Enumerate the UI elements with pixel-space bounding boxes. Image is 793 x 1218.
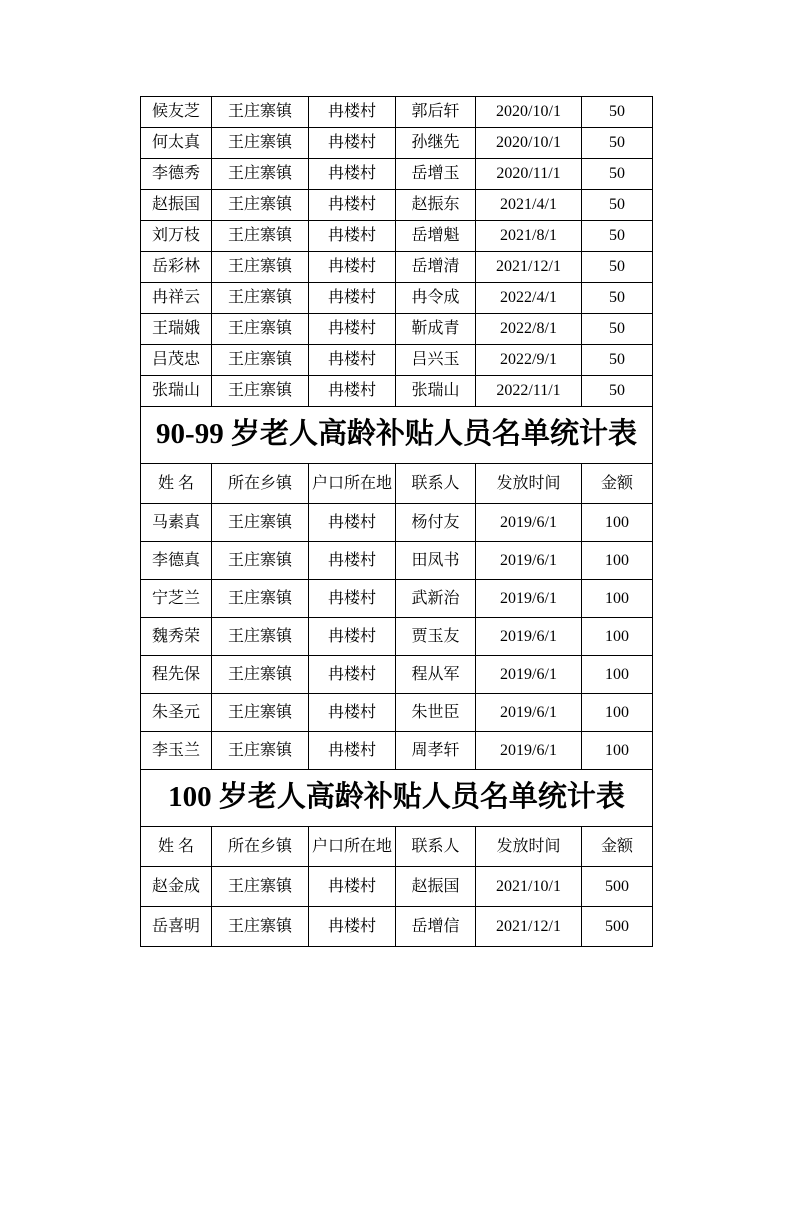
cell-contact: 孙继先 xyxy=(396,128,476,159)
cell-amount: 50 xyxy=(582,376,653,407)
cell-name: 刘万枝 xyxy=(141,221,212,252)
cell-amount: 100 xyxy=(582,694,653,732)
cell-issue-date: 2021/10/1 xyxy=(476,867,582,907)
cell-amount: 50 xyxy=(582,252,653,283)
cell-name: 程先保 xyxy=(141,656,212,694)
cell-township: 王庄寨镇 xyxy=(212,504,309,542)
cell-residence: 冉楼村 xyxy=(309,580,396,618)
cell-name: 冉祥云 xyxy=(141,283,212,314)
cell-amount: 100 xyxy=(582,656,653,694)
cell-issue-date: 2021/12/1 xyxy=(476,907,582,947)
cell-contact: 郭后轩 xyxy=(396,97,476,128)
cell-issue-date: 2019/6/1 xyxy=(476,694,582,732)
cell-residence: 冉楼村 xyxy=(309,97,396,128)
column-header-amount: 金额 xyxy=(582,827,653,867)
column-header-contact: 联系人 xyxy=(396,464,476,504)
cell-amount: 100 xyxy=(582,580,653,618)
table-row xyxy=(141,221,653,252)
cell-name: 李玉兰 xyxy=(141,732,212,770)
cell-residence: 冉楼村 xyxy=(309,694,396,732)
column-header-row xyxy=(141,464,653,504)
cell-issue-date: 2020/10/1 xyxy=(476,128,582,159)
cell-township: 王庄寨镇 xyxy=(212,128,309,159)
table-row xyxy=(141,314,653,345)
cell-township: 王庄寨镇 xyxy=(212,97,309,128)
column-header-name: 姓 名 xyxy=(141,464,212,504)
table-row xyxy=(141,376,653,407)
cell-contact: 贾玉友 xyxy=(396,618,476,656)
document-page xyxy=(0,96,793,1218)
cell-contact: 杨付友 xyxy=(396,504,476,542)
cell-residence: 冉楼村 xyxy=(309,376,396,407)
cell-name: 宁芝兰 xyxy=(141,580,212,618)
cell-contact: 张瑞山 xyxy=(396,376,476,407)
column-header-residence: 户口所在地 xyxy=(309,827,396,867)
cell-residence: 冉楼村 xyxy=(309,221,396,252)
cell-residence: 冉楼村 xyxy=(309,128,396,159)
cell-contact: 田凤书 xyxy=(396,542,476,580)
cell-township: 王庄寨镇 xyxy=(212,345,309,376)
cell-issue-date: 2019/6/1 xyxy=(476,542,582,580)
table-row xyxy=(141,97,653,128)
cell-residence: 冉楼村 xyxy=(309,656,396,694)
cell-amount: 50 xyxy=(582,221,653,252)
column-header-issue-date: 发放时间 xyxy=(476,827,582,867)
cell-contact: 岳增玉 xyxy=(396,159,476,190)
cell-residence: 冉楼村 xyxy=(309,504,396,542)
cell-contact: 吕兴玉 xyxy=(396,345,476,376)
cell-issue-date: 2019/6/1 xyxy=(476,732,582,770)
table-row xyxy=(141,694,653,732)
cell-name: 李德秀 xyxy=(141,159,212,190)
cell-issue-date: 2020/11/1 xyxy=(476,159,582,190)
cell-residence: 冉楼村 xyxy=(309,314,396,345)
table-row xyxy=(141,907,653,947)
cell-residence: 冉楼村 xyxy=(309,732,396,770)
section-title: 90-99 岁老人高龄补贴人员名单统计表 xyxy=(141,407,653,464)
cell-name: 吕茂忠 xyxy=(141,345,212,376)
cell-amount: 50 xyxy=(582,190,653,221)
cell-issue-date: 2019/6/1 xyxy=(476,580,582,618)
cell-contact: 朱世臣 xyxy=(396,694,476,732)
cell-issue-date: 2020/10/1 xyxy=(476,97,582,128)
cell-residence: 冉楼村 xyxy=(309,159,396,190)
table-body xyxy=(141,97,653,947)
table-row xyxy=(141,128,653,159)
cell-residence: 冉楼村 xyxy=(309,345,396,376)
cell-township: 王庄寨镇 xyxy=(212,907,309,947)
cell-name: 张瑞山 xyxy=(141,376,212,407)
cell-residence: 冉楼村 xyxy=(309,252,396,283)
cell-contact: 程从军 xyxy=(396,656,476,694)
cell-name: 马素真 xyxy=(141,504,212,542)
cell-issue-date: 2022/8/1 xyxy=(476,314,582,345)
cell-contact: 赵振东 xyxy=(396,190,476,221)
cell-amount: 50 xyxy=(582,314,653,345)
table-row xyxy=(141,618,653,656)
cell-issue-date: 2022/11/1 xyxy=(476,376,582,407)
cell-issue-date: 2021/8/1 xyxy=(476,221,582,252)
cell-township: 王庄寨镇 xyxy=(212,252,309,283)
cell-name: 岳彩林 xyxy=(141,252,212,283)
table-row xyxy=(141,656,653,694)
cell-amount: 50 xyxy=(582,345,653,376)
cell-residence: 冉楼村 xyxy=(309,190,396,221)
cell-amount: 50 xyxy=(582,128,653,159)
cell-township: 王庄寨镇 xyxy=(212,542,309,580)
column-header-township: 所在乡镇 xyxy=(212,464,309,504)
table-row xyxy=(141,732,653,770)
cell-township: 王庄寨镇 xyxy=(212,221,309,252)
cell-township: 王庄寨镇 xyxy=(212,314,309,345)
cell-contact: 武新治 xyxy=(396,580,476,618)
column-header-contact: 联系人 xyxy=(396,827,476,867)
cell-amount: 100 xyxy=(582,618,653,656)
cell-contact: 周孝轩 xyxy=(396,732,476,770)
cell-name: 魏秀荣 xyxy=(141,618,212,656)
cell-residence: 冉楼村 xyxy=(309,283,396,314)
cell-residence: 冉楼村 xyxy=(309,867,396,907)
cell-township: 王庄寨镇 xyxy=(212,694,309,732)
cell-amount: 100 xyxy=(582,542,653,580)
section-title-row xyxy=(141,407,653,464)
cell-contact: 岳增清 xyxy=(396,252,476,283)
column-header-residence: 户口所在地 xyxy=(309,464,396,504)
cell-contact: 岳增魁 xyxy=(396,221,476,252)
cell-contact: 岳增信 xyxy=(396,907,476,947)
table-row xyxy=(141,159,653,190)
table-row xyxy=(141,867,653,907)
cell-contact: 冉令成 xyxy=(396,283,476,314)
cell-contact: 赵振国 xyxy=(396,867,476,907)
cell-amount: 50 xyxy=(582,159,653,190)
cell-issue-date: 2021/12/1 xyxy=(476,252,582,283)
cell-township: 王庄寨镇 xyxy=(212,190,309,221)
cell-name: 王瑞娥 xyxy=(141,314,212,345)
cell-name: 朱圣元 xyxy=(141,694,212,732)
cell-name: 候友芝 xyxy=(141,97,212,128)
column-header-amount: 金额 xyxy=(582,464,653,504)
cell-residence: 冉楼村 xyxy=(309,907,396,947)
cell-residence: 冉楼村 xyxy=(309,618,396,656)
cell-township: 王庄寨镇 xyxy=(212,376,309,407)
cell-issue-date: 2021/4/1 xyxy=(476,190,582,221)
cell-amount: 50 xyxy=(582,283,653,314)
section-title-row xyxy=(141,770,653,827)
section-title: 100 岁老人高龄补贴人员名单统计表 xyxy=(141,770,653,827)
cell-residence: 冉楼村 xyxy=(309,542,396,580)
cell-amount: 100 xyxy=(582,504,653,542)
cell-amount: 500 xyxy=(582,867,653,907)
cell-township: 王庄寨镇 xyxy=(212,656,309,694)
column-header-issue-date: 发放时间 xyxy=(476,464,582,504)
cell-township: 王庄寨镇 xyxy=(212,732,309,770)
cell-issue-date: 2022/4/1 xyxy=(476,283,582,314)
table-row xyxy=(141,580,653,618)
cell-amount: 50 xyxy=(582,97,653,128)
subsidy-table xyxy=(140,96,653,947)
table-row xyxy=(141,345,653,376)
cell-name: 何太真 xyxy=(141,128,212,159)
cell-name: 赵金成 xyxy=(141,867,212,907)
cell-amount: 100 xyxy=(582,732,653,770)
cell-name: 李德真 xyxy=(141,542,212,580)
table-row xyxy=(141,504,653,542)
cell-name: 岳喜明 xyxy=(141,907,212,947)
cell-issue-date: 2019/6/1 xyxy=(476,656,582,694)
cell-name: 赵振国 xyxy=(141,190,212,221)
cell-township: 王庄寨镇 xyxy=(212,618,309,656)
column-header-row xyxy=(141,827,653,867)
table-row xyxy=(141,283,653,314)
cell-issue-date: 2022/9/1 xyxy=(476,345,582,376)
table-row xyxy=(141,542,653,580)
cell-township: 王庄寨镇 xyxy=(212,867,309,907)
table-row xyxy=(141,190,653,221)
column-header-name: 姓 名 xyxy=(141,827,212,867)
cell-contact: 靳成青 xyxy=(396,314,476,345)
cell-township: 王庄寨镇 xyxy=(212,283,309,314)
table-row xyxy=(141,252,653,283)
column-header-township: 所在乡镇 xyxy=(212,827,309,867)
cell-township: 王庄寨镇 xyxy=(212,159,309,190)
cell-issue-date: 2019/6/1 xyxy=(476,618,582,656)
cell-township: 王庄寨镇 xyxy=(212,580,309,618)
cell-amount: 500 xyxy=(582,907,653,947)
cell-issue-date: 2019/6/1 xyxy=(476,504,582,542)
